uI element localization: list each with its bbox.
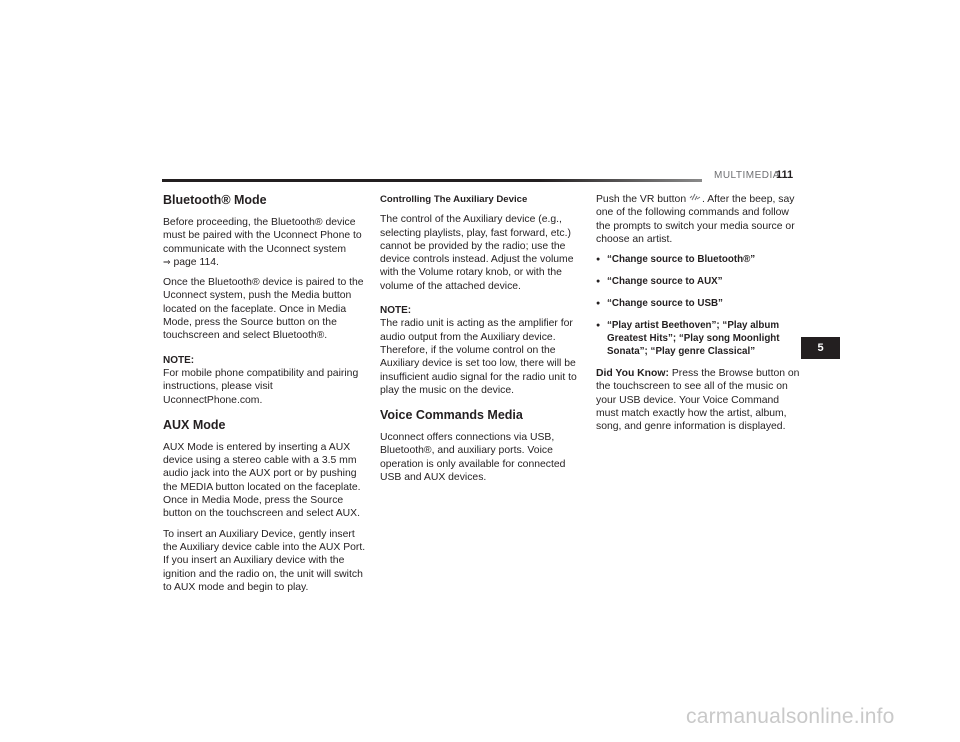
voice-commands-heading: Voice Commands Media bbox=[380, 408, 523, 423]
list-item: ● “Change source to USB” bbox=[596, 297, 800, 310]
command-list bbox=[596, 253, 800, 358]
section-title: MULTIMEDIA bbox=[714, 170, 780, 181]
watermark: carmanualsonline.info bbox=[686, 705, 895, 728]
note-text: The radio unit is acting as the amplifier for audio output from the Auxiliary device. Therefore, if the volume control on the Auxiliary device is set too low, there will be insufficient audio signal for the radio unit to play the music on the device. bbox=[380, 318, 577, 396]
aux-paragraph-2: To insert an Auxiliary Device, gently insert the Auxiliary device cable into the AUX Port. If you insert an Auxiliary device with the ignition and the radio on, the unit will switch to AUX mode and begin to play. bbox=[163, 528, 366, 593]
list-item: ● “Play artist Beethoven”; “Play album Greatest Hits”; “Play song Moonlight Sonata”; “Play genre Classical” bbox=[596, 319, 800, 358]
controlling-aux-heading: Controlling The Auxiliary Device bbox=[380, 194, 528, 205]
did-you-know-label: Did You Know: bbox=[596, 368, 669, 380]
note-text: For mobile phone compatibility and pairing instructions, please visit UconnectPhone.com. bbox=[163, 367, 359, 406]
list-item: ● “Change source to AUX” bbox=[596, 275, 800, 288]
note-label: NOTE: bbox=[163, 354, 195, 366]
column-3 bbox=[596, 193, 800, 441]
aux-note bbox=[380, 304, 586, 397]
header-rule bbox=[162, 179, 702, 182]
voice-paragraph: Uconnect offers connections via USB, Bluetooth®, and auxiliary ports. Voice operation is only available for connected USB and AUX devices. bbox=[380, 432, 566, 484]
vr-paragraph: Push the VR button . After the beep, say one of the following commands and follow the prompts to switch your media source or choose an artist. bbox=[596, 194, 795, 245]
bluetooth-paragraph-1: Before proceeding, the Bluetooth® device must be paired with the Uconnect Phone to communicate with the Uconnect system ⇒ page 114. bbox=[163, 217, 362, 268]
list-item: ● “Change source to Bluetooth®” bbox=[596, 253, 800, 266]
page-reference-link[interactable]: page 114. bbox=[173, 256, 219, 268]
voice-recognition-icon bbox=[689, 193, 702, 206]
note-label: NOTE: bbox=[380, 305, 412, 317]
arrow-reference-icon: ⇒ bbox=[163, 256, 171, 267]
chapter-tab: 5 bbox=[801, 337, 840, 359]
aux-mode-heading: AUX Mode bbox=[163, 417, 226, 432]
bluetooth-mode-heading: Bluetooth® Mode bbox=[163, 193, 267, 207]
did-you-know-paragraph: Did You Know: Press the Browse button on the touchscreen to see all of the music on your USB device. Your Voice Command must match exactly how the artist, album, song, and genre information is displayed. bbox=[596, 368, 800, 433]
aux-paragraph-1: AUX Mode is entered by inserting a AUX device using a stereo cable with a 3.5 mm audio jack into the AUX port or by pushing the MEDIA button located on the faceplate. Once in Media Mode, press the Source button on the touchscreen and select AUX. bbox=[163, 441, 361, 520]
bluetooth-note bbox=[163, 354, 369, 407]
bluetooth-paragraph-2: Once the Bluetooth® device is paired to the Uconnect system, push the Media button located on the faceplate. Once in Media Mode, press the Source button on the touchscreen and select Bluetooth®. bbox=[163, 277, 364, 342]
column-2 bbox=[380, 193, 586, 491]
page-number: 111 bbox=[776, 169, 794, 181]
column-1 bbox=[163, 193, 369, 601]
controlling-paragraph: The control of the Auxiliary device (e.g., selecting playlists, play, fast forward, etc.) cannot be provided by the radio; use the device controls instead. Adjust the volume with the Volume rotary knob, or with the volume of the attached device. bbox=[380, 214, 574, 292]
